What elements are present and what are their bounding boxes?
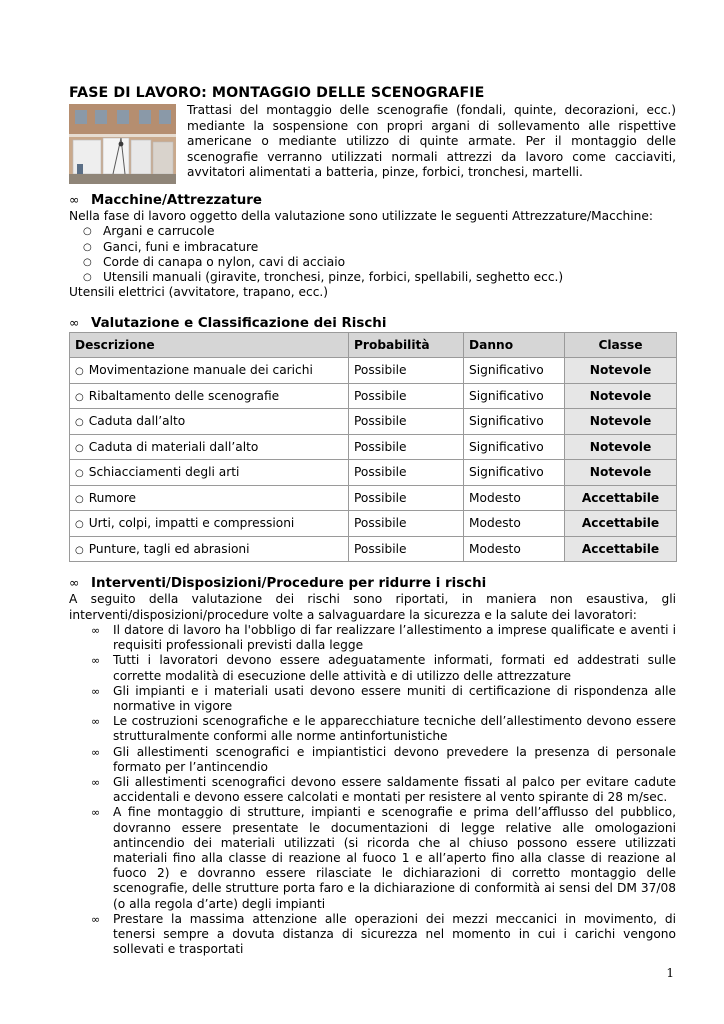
risk-description bbox=[70, 511, 349, 537]
list-item-text: Corde di canapa o nylon, cavi di acciaio bbox=[103, 254, 346, 269]
stage-photo-illustration bbox=[69, 104, 176, 184]
list-item bbox=[91, 805, 676, 911]
list-item bbox=[91, 653, 676, 683]
infinity-bullet-icon: ∞ bbox=[91, 654, 101, 668]
circle-bullet-icon: ○ bbox=[75, 391, 84, 403]
machines-heading-text: Macchine/Attrezzature bbox=[91, 193, 262, 208]
list-item bbox=[91, 912, 676, 958]
infinity-bullet-icon: ∞ bbox=[91, 912, 101, 926]
column-header-probabilita: Probabilità bbox=[349, 332, 464, 358]
infinity-bullet-icon: ∞ bbox=[91, 715, 101, 729]
risk-probability: Possibile bbox=[349, 460, 464, 486]
circle-bullet-icon: ○ bbox=[75, 544, 84, 556]
risk-probability: Possibile bbox=[349, 511, 464, 537]
risk-class: Accettabile bbox=[565, 511, 677, 537]
machines-heading bbox=[69, 191, 676, 209]
risk-damage: Significativo bbox=[464, 383, 565, 409]
risk-class: Notevole bbox=[565, 434, 677, 460]
intro-section bbox=[69, 103, 676, 191]
risk-description-text: Urti, colpi, impatti e compressioni bbox=[88, 516, 295, 531]
table-row bbox=[70, 460, 677, 486]
risk-probability: Possibile bbox=[349, 536, 464, 562]
risk-probability: Possibile bbox=[349, 358, 464, 384]
list-item-text: Gli allestimenti scenografici devono essere saldamente fissati al palco per evitare cadute accidentali e devono essere calcolati e montati per resistere al vento spirante di 28 m/sec. bbox=[113, 774, 676, 805]
circle-bullet-icon: ○ bbox=[83, 272, 92, 284]
list-item bbox=[91, 775, 676, 805]
list-item-text: Gli allestimenti scenografici e impiantistici devono prevedere la presenza di personale formato per l’antincendio bbox=[113, 744, 676, 774]
risk-table bbox=[69, 332, 677, 563]
circle-bullet-icon: ○ bbox=[75, 493, 84, 505]
table-row bbox=[70, 485, 677, 511]
circle-bullet-icon: ○ bbox=[75, 442, 84, 454]
risk-damage: Significativo bbox=[464, 434, 565, 460]
table-header-row bbox=[70, 332, 677, 358]
list-item bbox=[83, 270, 676, 285]
risk-description bbox=[70, 383, 349, 409]
risk-class: Notevole bbox=[565, 460, 677, 486]
risk-probability: Possibile bbox=[349, 383, 464, 409]
risk-damage: Significativo bbox=[464, 460, 565, 486]
machines-lead: Nella fase di lavoro oggetto della valutazione sono utilizzate le seguenti Attrezzature/Macchine: bbox=[69, 209, 653, 223]
risk-class: Notevole bbox=[565, 409, 677, 435]
risk-class: Notevole bbox=[565, 383, 677, 409]
list-item-text: A fine montaggio di strutture, impianti e scenografie e prima dell’afflusso del pubblico, dovranno essere presentate le documentazioni di legge relative alle omologazioni antincendio dei materiali utilizzati (si ricorda che al chiuso possono essere utilizzati materiali fino alla classe di reazione al fuoco 1 e all’aperto fino alla classe di reazione al fuoco 2) e dovranno essere rilasciate le dichiarazioni di corretto montaggio delle scenografie, delle strutture porta faro e la dichiarazione di conformità ai sensi del DM 37/08 (o alla regola d’arte) degli impianti bbox=[113, 805, 676, 911]
column-header-danno: Danno bbox=[464, 332, 565, 358]
table-row bbox=[70, 383, 677, 409]
infinity-bullet-icon: ∞ bbox=[91, 806, 101, 820]
risk-description bbox=[70, 358, 349, 384]
list-item-text: Argani e carrucole bbox=[103, 224, 215, 239]
infinity-bullet-icon: ∞ bbox=[69, 192, 80, 207]
risk-description-text: Ribaltamento delle scenografie bbox=[88, 388, 280, 403]
column-header-descrizione: Descrizione bbox=[70, 332, 349, 358]
risk-class: Accettabile bbox=[565, 485, 677, 511]
circle-bullet-icon: ○ bbox=[83, 226, 92, 238]
risk-damage: Modesto bbox=[464, 511, 565, 537]
document-page bbox=[69, 84, 676, 957]
table-row bbox=[70, 434, 677, 460]
table-row bbox=[70, 409, 677, 435]
risk-probability: Possibile bbox=[349, 485, 464, 511]
risk-description-text: Caduta dall’alto bbox=[88, 414, 186, 429]
list-item-text: Gli impianti e i materiali usati devono essere muniti di certificazione di rispondenza alle normative in vigore bbox=[113, 683, 676, 713]
measures-list bbox=[69, 623, 676, 957]
risk-damage: Modesto bbox=[464, 536, 565, 562]
table-row bbox=[70, 511, 677, 537]
list-item bbox=[83, 224, 676, 239]
measures-heading bbox=[69, 574, 676, 592]
measures-heading-text: Interventi/Disposizioni/Procedure per ridurre i rischi bbox=[91, 576, 487, 592]
list-item-text: Prestare la massima attenzione alle operazioni dei mezzi meccanici in movimento, di tenersi sempre a dovuta distanza di sicurezza nel momento in cui i carichi vengono sollevati e trasportati bbox=[113, 911, 676, 957]
list-item-text: Utensili manuali (giravite, tronchesi, pinze, forbici, spellabili, seghetto ecc.) bbox=[103, 270, 564, 285]
page-number: 1 bbox=[666, 966, 674, 980]
infinity-bullet-icon: ∞ bbox=[91, 745, 101, 759]
risk-description-text: Movimentazione manuale dei carichi bbox=[88, 363, 313, 378]
measures-lead: A seguito della valutazione dei rischi sono riportati, in maniera non esaustiva, gli interventi/disposizioni/procedure volte a salvaguardare la sicurezza e la salute dei lavoratori: bbox=[69, 592, 676, 622]
machines-list bbox=[69, 224, 676, 285]
circle-bullet-icon: ○ bbox=[75, 519, 84, 531]
risk-class: Notevole bbox=[565, 358, 677, 384]
infinity-bullet-icon: ∞ bbox=[69, 314, 80, 330]
infinity-bullet-icon: ∞ bbox=[69, 575, 80, 591]
circle-bullet-icon: ○ bbox=[75, 417, 84, 429]
table-row bbox=[70, 536, 677, 562]
circle-bullet-icon: ○ bbox=[75, 366, 84, 378]
circle-bullet-icon: ○ bbox=[75, 468, 84, 480]
list-item bbox=[91, 714, 676, 744]
intro-text: Trattasi del montaggio delle scenografie (fondali, quinte, decorazioni, ecc.) mediante la sospensione con propri argani di sollevamento alle rispettive americane o mediante utilizzo di quinte armate. Per il montaggio delle scenografie verranno utilizzati normali attrezzi da lavoro come cacciaviti, avvitatori alimentati a batteria, pinze, forbici, tronchesi, martelli. bbox=[187, 103, 676, 180]
risk-description bbox=[70, 409, 349, 435]
list-item bbox=[91, 684, 676, 714]
stage-photo bbox=[69, 104, 176, 184]
list-item bbox=[91, 623, 676, 653]
risk-probability: Possibile bbox=[349, 409, 464, 435]
machines-tail: Utensili elettrici (avvitatore, trapano, ecc.) bbox=[69, 285, 329, 300]
risk-description bbox=[70, 460, 349, 486]
list-item bbox=[83, 255, 676, 270]
risk-damage: Modesto bbox=[464, 485, 565, 511]
risk-description-text: Schiacciamenti degli arti bbox=[88, 465, 240, 480]
risk-description-text: Rumore bbox=[88, 490, 136, 505]
list-item bbox=[91, 745, 676, 775]
infinity-bullet-icon: ∞ bbox=[91, 775, 101, 789]
infinity-bullet-icon: ∞ bbox=[91, 684, 101, 698]
list-item-text: Tutti i lavoratori devono essere adeguatamente informati, formati ed addestrati sulle corrette modalità di esecuzione delle attività e di utilizzo delle attrezzature bbox=[113, 653, 676, 683]
risk-class: Accettabile bbox=[565, 536, 677, 562]
circle-bullet-icon: ○ bbox=[83, 256, 92, 268]
table-row bbox=[70, 358, 677, 384]
risk-damage: Significativo bbox=[464, 358, 565, 384]
list-item-text: Il datore di lavoro ha l'obbligo di far realizzare l’allestimento a imprese qualificate e aventi i requisiti professionali previsti dalla legge bbox=[113, 622, 676, 653]
list-item-text: Le costruzioni scenografiche e le apparecchiature tecniche dell’allestimento devono essere strutturalmente conformi alle norme antinfortunistiche bbox=[113, 714, 676, 744]
infinity-bullet-icon: ∞ bbox=[91, 623, 101, 637]
risk-damage: Significativo bbox=[464, 409, 565, 435]
risk-description bbox=[70, 485, 349, 511]
risk-probability: Possibile bbox=[349, 434, 464, 460]
column-header-classe: Classe bbox=[565, 332, 677, 358]
risk-description bbox=[70, 536, 349, 562]
list-item bbox=[83, 240, 676, 255]
risks-heading bbox=[69, 314, 676, 332]
risk-description-text: Punture, tagli ed abrasioni bbox=[88, 541, 250, 556]
list-item-text: Ganci, funi e imbracature bbox=[103, 239, 259, 254]
risk-description bbox=[70, 434, 349, 460]
risk-description-text: Caduta di materiali dall’alto bbox=[88, 439, 259, 454]
circle-bullet-icon: ○ bbox=[83, 241, 92, 253]
page-title: FASE DI LAVORO: MONTAGGIO DELLE SCENOGRAFIE bbox=[69, 85, 485, 101]
risks-heading-text: Valutazione e Classificazione dei Rischi bbox=[91, 315, 387, 331]
